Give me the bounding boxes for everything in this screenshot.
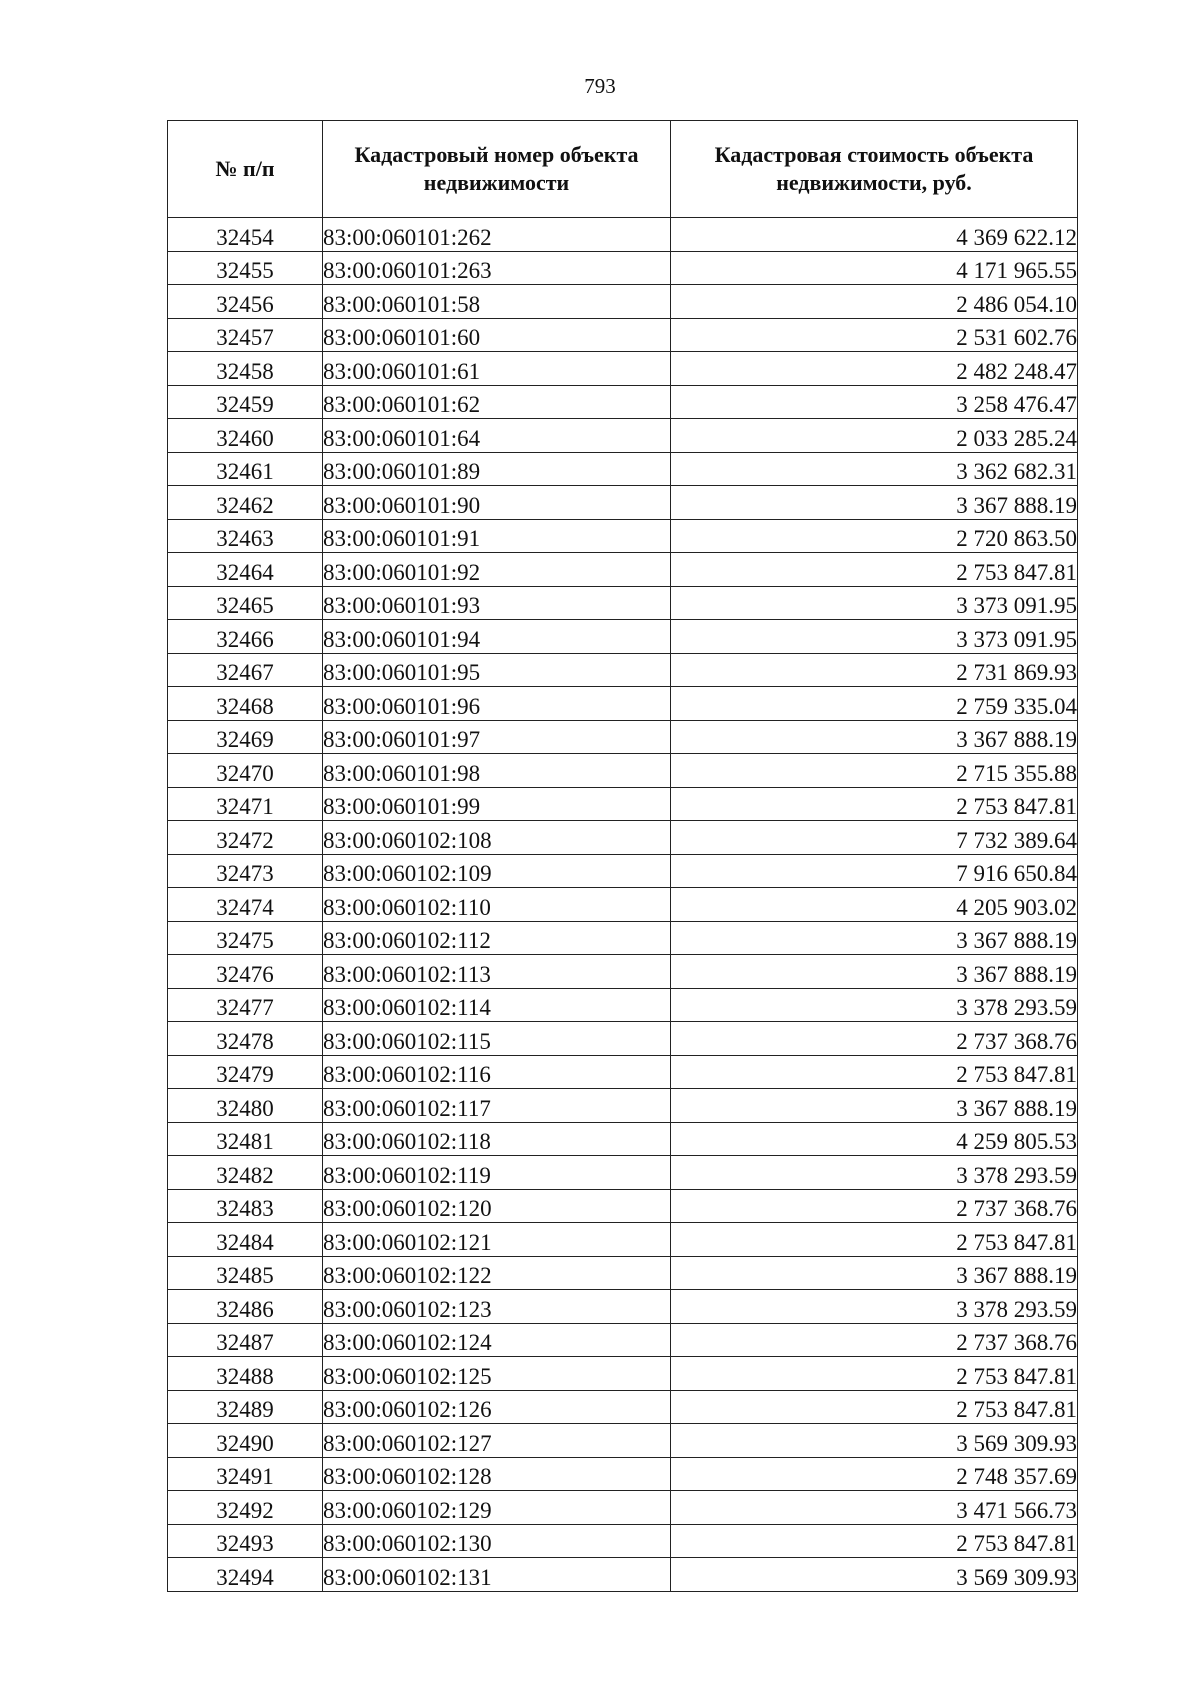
cadastral-number: 83:00:060101:94 <box>323 620 671 654</box>
row-number: 32485 <box>168 1256 323 1290</box>
cadastre-table <box>167 120 1078 1592</box>
cadastral-value: 2 720 863.50 <box>671 519 1078 553</box>
cadastral-number: 83:00:060101:263 <box>323 251 671 285</box>
cadastral-value: 2 486 054.10 <box>671 285 1078 319</box>
row-number: 32467 <box>168 653 323 687</box>
cadastral-number: 83:00:060102:129 <box>323 1491 671 1525</box>
cadastral-value: 2 737 368.76 <box>671 1022 1078 1056</box>
table-row <box>168 218 1078 252</box>
table-row <box>168 1424 1078 1458</box>
table-row <box>168 787 1078 821</box>
table-row <box>168 318 1078 352</box>
table-row <box>168 1290 1078 1324</box>
table-row <box>168 1256 1078 1290</box>
cadastral-number: 83:00:060102:109 <box>323 854 671 888</box>
table-row <box>168 553 1078 587</box>
cadastral-number: 83:00:060101:99 <box>323 787 671 821</box>
table-row <box>168 821 1078 855</box>
cadastral-value: 2 753 847.81 <box>671 1223 1078 1257</box>
row-number: 32459 <box>168 385 323 419</box>
table-row <box>168 1156 1078 1190</box>
cadastral-number: 83:00:060102:122 <box>323 1256 671 1290</box>
table-row <box>168 1524 1078 1558</box>
table-row <box>168 586 1078 620</box>
cadastral-number: 83:00:060101:60 <box>323 318 671 352</box>
cadastral-number: 83:00:060102:121 <box>323 1223 671 1257</box>
row-number: 32468 <box>168 687 323 721</box>
table-row <box>168 285 1078 319</box>
row-number: 32463 <box>168 519 323 553</box>
cadastral-value: 3 373 091.95 <box>671 586 1078 620</box>
row-number: 32483 <box>168 1189 323 1223</box>
row-number: 32461 <box>168 452 323 486</box>
cadastral-value: 3 569 309.93 <box>671 1558 1078 1592</box>
cadastral-number: 83:00:060102:123 <box>323 1290 671 1324</box>
cadastral-number: 83:00:060101:93 <box>323 586 671 620</box>
row-number: 32474 <box>168 888 323 922</box>
row-number: 32465 <box>168 586 323 620</box>
cadastral-number: 83:00:060102:114 <box>323 988 671 1022</box>
cadastral-value: 2 753 847.81 <box>671 1524 1078 1558</box>
row-number: 32470 <box>168 754 323 788</box>
row-number: 32494 <box>168 1558 323 1592</box>
cadastral-number: 83:00:060102:119 <box>323 1156 671 1190</box>
cadastral-value: 2 748 357.69 <box>671 1457 1078 1491</box>
cadastral-value: 2 033 285.24 <box>671 419 1078 453</box>
cadastral-number: 83:00:060101:98 <box>323 754 671 788</box>
cadastral-value: 3 367 888.19 <box>671 486 1078 520</box>
table-row <box>168 955 1078 989</box>
table-row <box>168 1491 1078 1525</box>
cadastral-value: 3 373 091.95 <box>671 620 1078 654</box>
row-number: 32486 <box>168 1290 323 1324</box>
cadastral-number: 83:00:060102:131 <box>323 1558 671 1592</box>
table-row <box>168 385 1078 419</box>
table-row <box>168 1089 1078 1123</box>
cadastral-number: 83:00:060101:92 <box>323 553 671 587</box>
cadastral-number: 83:00:060102:117 <box>323 1089 671 1123</box>
cadastral-value: 2 715 355.88 <box>671 754 1078 788</box>
table-row <box>168 687 1078 721</box>
table-row <box>168 1223 1078 1257</box>
table-row <box>168 419 1078 453</box>
header-row <box>168 121 1078 218</box>
cadastral-number: 83:00:060102:116 <box>323 1055 671 1089</box>
cadastral-value: 4 171 965.55 <box>671 251 1078 285</box>
cadastral-number: 83:00:060101:91 <box>323 519 671 553</box>
cadastral-value: 3 367 888.19 <box>671 921 1078 955</box>
table-row <box>168 519 1078 553</box>
cadastral-number: 83:00:060101:62 <box>323 385 671 419</box>
row-number: 32457 <box>168 318 323 352</box>
cadastral-value: 2 731 869.93 <box>671 653 1078 687</box>
row-number: 32478 <box>168 1022 323 1056</box>
cadastral-value: 3 569 309.93 <box>671 1424 1078 1458</box>
cadastral-value: 7 732 389.64 <box>671 821 1078 855</box>
table-body <box>168 218 1078 1592</box>
cadastral-value: 3 362 682.31 <box>671 452 1078 486</box>
cadastral-value: 3 378 293.59 <box>671 1290 1078 1324</box>
cadastral-value: 3 378 293.59 <box>671 988 1078 1022</box>
row-number: 32471 <box>168 787 323 821</box>
row-number: 32493 <box>168 1524 323 1558</box>
row-number: 32460 <box>168 419 323 453</box>
cadastral-value: 2 737 368.76 <box>671 1323 1078 1357</box>
table-row <box>168 888 1078 922</box>
row-number: 32480 <box>168 1089 323 1123</box>
row-number: 32458 <box>168 352 323 386</box>
cadastral-number: 83:00:060102:115 <box>323 1022 671 1056</box>
row-number: 32472 <box>168 821 323 855</box>
cadastral-number: 83:00:060101:58 <box>323 285 671 319</box>
header-cadastral-number: Кадастровый номер объекта недвижимости <box>323 121 671 218</box>
cadastral-number: 83:00:060102:113 <box>323 955 671 989</box>
row-number: 32492 <box>168 1491 323 1525</box>
row-number: 32476 <box>168 955 323 989</box>
cadastral-number: 83:00:060102:124 <box>323 1323 671 1357</box>
table-row <box>168 1558 1078 1592</box>
cadastral-value: 2 482 248.47 <box>671 352 1078 386</box>
cadastral-value: 2 737 368.76 <box>671 1189 1078 1223</box>
row-number: 32473 <box>168 854 323 888</box>
row-number: 32491 <box>168 1457 323 1491</box>
cadastral-value: 3 258 476.47 <box>671 385 1078 419</box>
cadastral-number: 83:00:060101:96 <box>323 687 671 721</box>
cadastral-number: 83:00:060102:128 <box>323 1457 671 1491</box>
table-row <box>168 251 1078 285</box>
cadastral-value: 3 378 293.59 <box>671 1156 1078 1190</box>
cadastral-value: 4 259 805.53 <box>671 1122 1078 1156</box>
table-row <box>168 1323 1078 1357</box>
table-row <box>168 720 1078 754</box>
cadastral-number: 83:00:060102:120 <box>323 1189 671 1223</box>
row-number: 32462 <box>168 486 323 520</box>
cadastral-number: 83:00:060101:89 <box>323 452 671 486</box>
cadastral-value: 2 753 847.81 <box>671 553 1078 587</box>
cadastral-number: 83:00:060102:125 <box>323 1357 671 1391</box>
row-number: 32475 <box>168 921 323 955</box>
row-number: 32487 <box>168 1323 323 1357</box>
table-row <box>168 754 1078 788</box>
table-row <box>168 1122 1078 1156</box>
row-number: 32466 <box>168 620 323 654</box>
cadastral-value: 2 753 847.81 <box>671 1390 1078 1424</box>
header-number: № п/п <box>168 121 323 218</box>
table-row <box>168 1390 1078 1424</box>
table-row <box>168 452 1078 486</box>
cadastral-number: 83:00:060101:90 <box>323 486 671 520</box>
table-row <box>168 988 1078 1022</box>
cadastral-number: 83:00:060102:130 <box>323 1524 671 1558</box>
cadastral-number: 83:00:060102:118 <box>323 1122 671 1156</box>
row-number: 32454 <box>168 218 323 252</box>
table-row <box>168 1055 1078 1089</box>
table-row <box>168 1189 1078 1223</box>
cadastral-number: 83:00:060102:108 <box>323 821 671 855</box>
cadastral-number: 83:00:060102:112 <box>323 921 671 955</box>
table-header <box>168 121 1078 218</box>
table-row <box>168 653 1078 687</box>
cadastral-value: 2 753 847.81 <box>671 1055 1078 1089</box>
table-row <box>168 352 1078 386</box>
cadastral-number: 83:00:060101:64 <box>323 419 671 453</box>
row-number: 32469 <box>168 720 323 754</box>
row-number: 32479 <box>168 1055 323 1089</box>
cadastral-number: 83:00:060101:61 <box>323 352 671 386</box>
cadastral-value: 2 753 847.81 <box>671 787 1078 821</box>
table-row <box>168 1357 1078 1391</box>
cadastral-number: 83:00:060102:127 <box>323 1424 671 1458</box>
row-number: 32484 <box>168 1223 323 1257</box>
row-number: 32490 <box>168 1424 323 1458</box>
cadastral-number: 83:00:060102:110 <box>323 888 671 922</box>
cadastral-value: 3 367 888.19 <box>671 955 1078 989</box>
cadastral-value: 4 205 903.02 <box>671 888 1078 922</box>
cadastral-number: 83:00:060101:262 <box>323 218 671 252</box>
table-row <box>168 486 1078 520</box>
cadastral-value: 2 759 335.04 <box>671 687 1078 721</box>
cadastral-number: 83:00:060101:95 <box>323 653 671 687</box>
cadastral-value: 2 753 847.81 <box>671 1357 1078 1391</box>
cadastral-number: 83:00:060102:126 <box>323 1390 671 1424</box>
table-row <box>168 1022 1078 1056</box>
row-number: 32477 <box>168 988 323 1022</box>
table-row <box>168 1457 1078 1491</box>
cadastral-number: 83:00:060101:97 <box>323 720 671 754</box>
cadastral-value: 4 369 622.12 <box>671 218 1078 252</box>
row-number: 32481 <box>168 1122 323 1156</box>
table-row <box>168 620 1078 654</box>
row-number: 32456 <box>168 285 323 319</box>
row-number: 32488 <box>168 1357 323 1391</box>
cadastral-value: 3 471 566.73 <box>671 1491 1078 1525</box>
cadastral-value: 3 367 888.19 <box>671 720 1078 754</box>
row-number: 32489 <box>168 1390 323 1424</box>
header-cadastral-value: Кадастровая стоимость объекта недвижимости, руб. <box>671 121 1078 218</box>
cadastral-value: 3 367 888.19 <box>671 1089 1078 1123</box>
row-number: 32464 <box>168 553 323 587</box>
table-row <box>168 921 1078 955</box>
cadastral-value: 2 531 602.76 <box>671 318 1078 352</box>
table-row <box>168 854 1078 888</box>
cadastral-value: 7 916 650.84 <box>671 854 1078 888</box>
page-number: 793 <box>584 74 616 98</box>
row-number: 32455 <box>168 251 323 285</box>
row-number: 32482 <box>168 1156 323 1190</box>
cadastral-value: 3 367 888.19 <box>671 1256 1078 1290</box>
